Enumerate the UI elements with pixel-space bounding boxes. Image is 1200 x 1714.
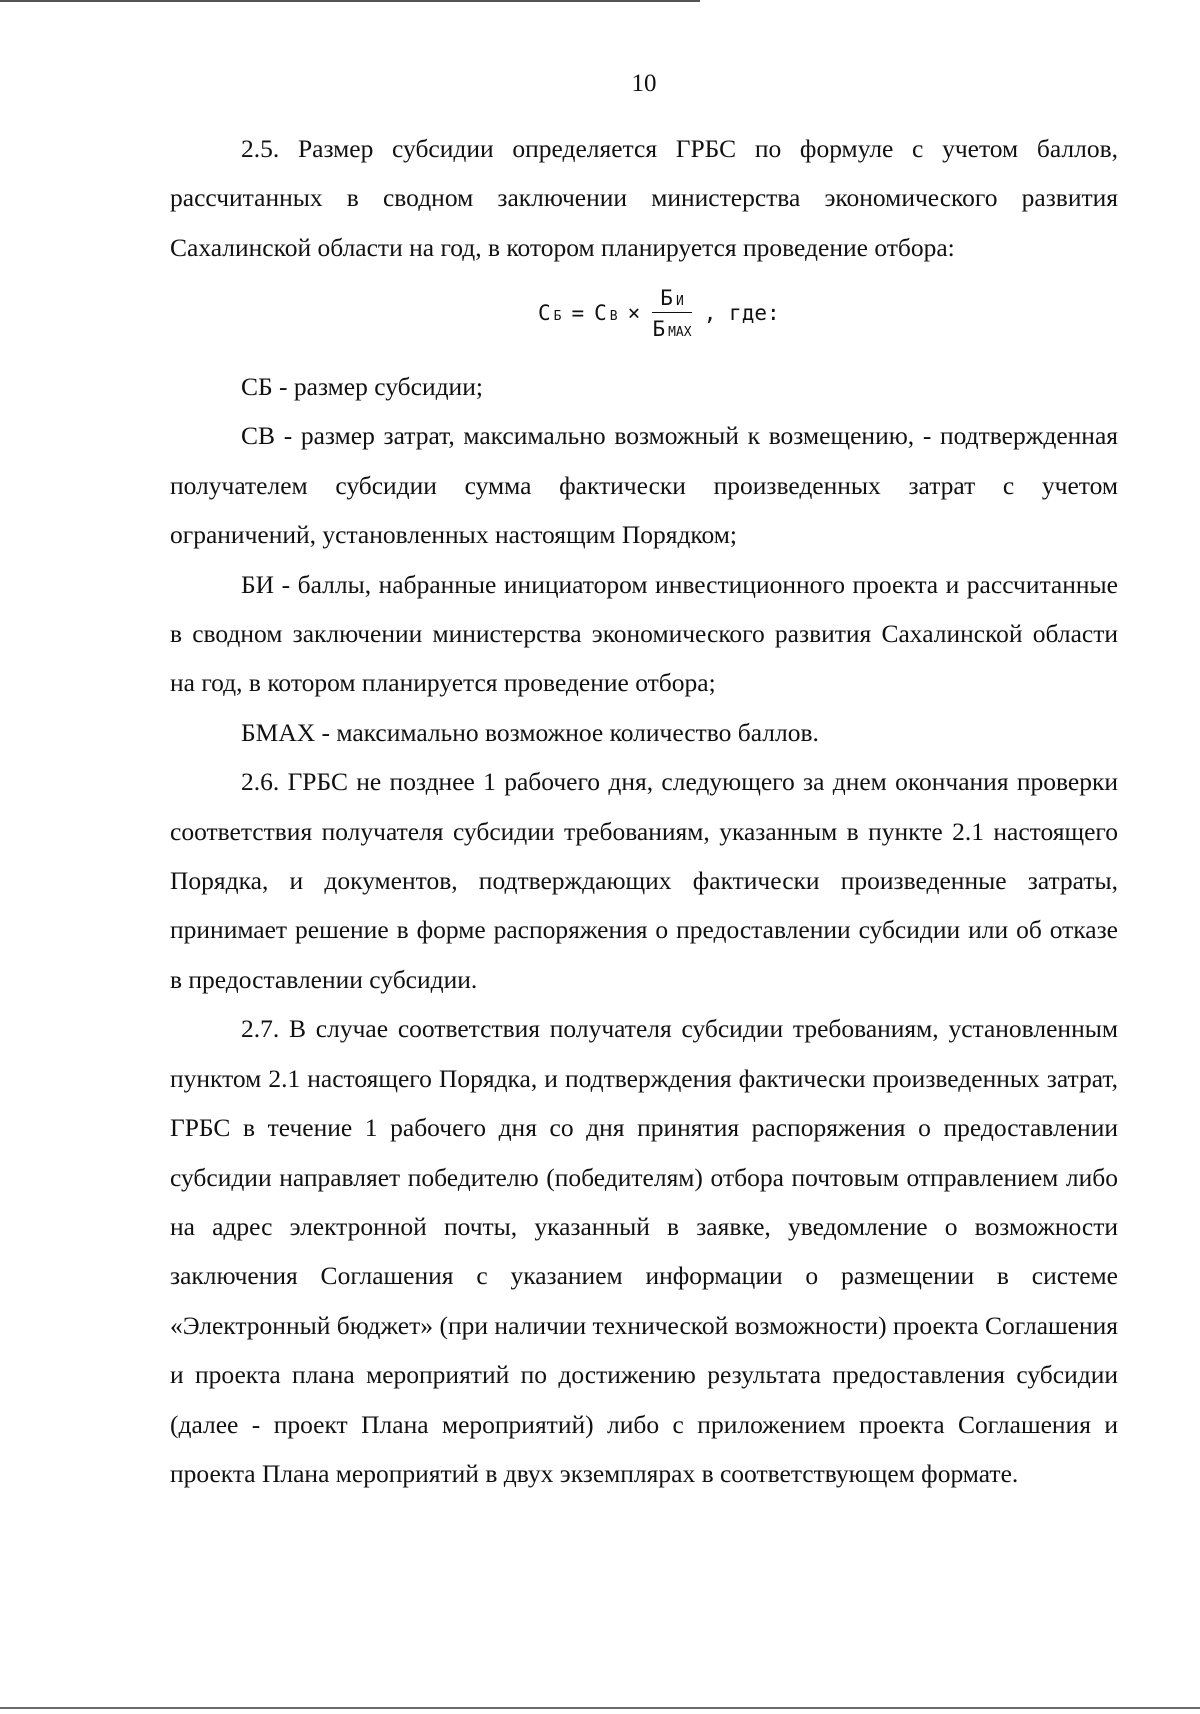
formula-sv [594, 301, 617, 325]
main-text-block [170, 362, 1118, 1498]
formula-suffix: , где: [703, 301, 780, 325]
formula-bmax-letter: Б [652, 316, 666, 341]
formula-fraction [652, 286, 691, 341]
formula-bmax-subscript: МАХ [668, 324, 692, 340]
formula-sv-letter: С [594, 301, 607, 325]
formula-sv-subscript: В [609, 309, 618, 324]
formula-equals: = [571, 301, 585, 325]
scan-edge-bottom [0, 1707, 1200, 1709]
formula-numerator [652, 286, 691, 313]
paragraph-2-5: 2.5. Размер субсидии определяется ГРБС по формуле с учетом баллов, рассчитанных в сводном заключении министерства экономического развития Сахалинской области на год, в котором планируется проведение отбора: [170, 134, 1118, 262]
formula-denominator [652, 313, 691, 341]
definition-sb: СБ - размер субсидии; [241, 372, 483, 401]
formula-sb [538, 301, 561, 325]
scan-edge-top [0, 0, 700, 2]
definition-bmax: БМАХ - максимально возможное количество баллов. [241, 717, 819, 747]
formula-sb-letter: С [538, 301, 551, 325]
definition-sv: СВ - размер затрат, максимально возможный к возмещению, - подтвержденная получателем субсидии сумма фактически произведенных затрат с учетом ограничений, установленных настоящим Порядком; [170, 421, 1118, 550]
paragraph-2-6: 2.6. ГРБС не позднее 1 рабочего дня, следующего за днем окончания проверки соответствия получателя субсидии требованиям, указанным в пункте 2.1 настоящего Порядка, и документов, подтверждающих фактически произведенные затраты, принимает решение в форме распоряжения о предоставлении субсидии или об отказе в предоставлении субсидии. [170, 767, 1118, 994]
subsidy-formula [538, 278, 780, 348]
formula-sb-subscript: Б [553, 309, 562, 324]
definition-bi: БИ - баллы, набранные инициатором инвестиционного проекта и рассчитанные в сводном заключении министерства экономического развития Сахалинской области на год, в котором планируется проведение отбора; [170, 569, 1118, 698]
formula-times: × [627, 301, 641, 325]
paragraph-2-7: 2.7. В случае соответствия получателя субсидии требованиям, установленным пунктом 2.1 настоящего Порядка, и подтверждения фактически произведенных затрат, ГРБС в течение 1 рабочего дня со дня принятия распоряжения о предоставлении субсидии направляет победителю (победителям) отбора почтовым отправлением либо на адрес электронной почты, указанный в заявке, уведомление о возможности заключения Соглашения с указанием информации о размещении в системе «Электронный бюджет» (при наличии технической возможности) проекта Соглашения и проекта плана мероприятий по достижению результата предоставления субсидии (далее - проект Плана мероприятий) либо с приложением проекта Соглашения и проекта Плана мероприятий в двух экземплярах в соответствующем формате. [170, 1014, 1118, 1488]
formula-bi-subscript: И [675, 293, 684, 309]
page-number: 10 [631, 70, 657, 97]
intro-block [170, 124, 1118, 272]
formula-bi-letter: Б [660, 285, 673, 310]
